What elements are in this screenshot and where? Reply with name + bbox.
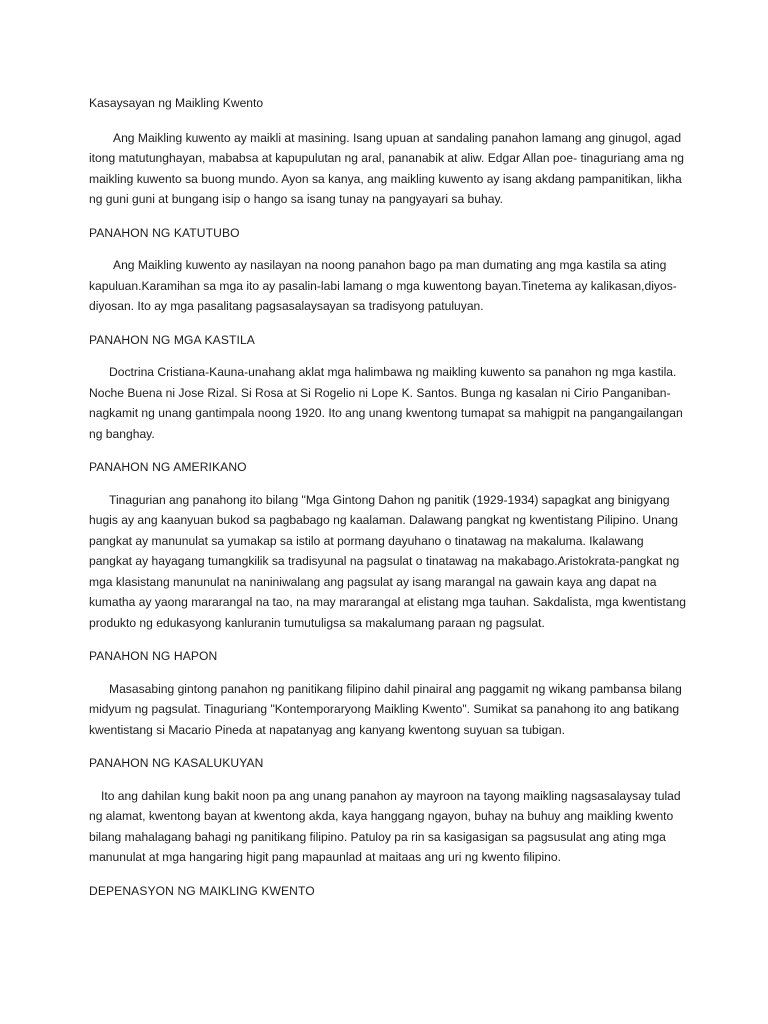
section-heading-kasalukuyan: PANAHON NG KASALUKUYAN xyxy=(89,756,264,770)
section-heading-katutubo: PANAHON NG KATUTUBO xyxy=(89,225,240,240)
document-title: Kasaysayan ng Maikling Kwento xyxy=(89,96,264,110)
section-heading-kastila: PANAHON NG MGA KASTILA xyxy=(89,332,255,347)
section-body-katutubo: Ang Maikling kuwento ay nasilayan na noong panahon bago pa man dumating ang mga kastila sa ating kapuluan.Karamihan sa mga ito ay pasalin-labi lamang o mga kuwentong bayan.Tinetema ay kalikasan,diyos-diyosan. Ito ay mga pasalitang pagsasalaysayan sa tradisyong patuluyan. xyxy=(89,258,677,313)
section-heading-depenasyon: DEPENASYON NG MAIKLING KWENTO xyxy=(89,883,315,898)
section-body-hapon: Masasabing gintong panahon ng panitikang filipino dahil pinairal ang paggamit ng wikang pambansa bilang midyum ng pagsulat. Tinaguriang "Kontemporaryong Maikling Kwento". Sumikat sa panahong ito ang batikang kwentistang si Macario Pineda at napatanyag ang kanyang kwentong suyuan sa tubigan. xyxy=(89,681,682,737)
section-body-kastila: Doctrina Cristiana-Kauna-unahang aklat mga halimbawa ng maikling kuwento sa panahon ng mga kastila. Noche Buena ni Jose Rizal. Si Rosa at Si Rogelio ni Lope K. Santos. Bunga ng kasalan ni Cirio Panganiban-nagkamit ng unang gantimpala noong 1920. Ito ang unang kwentong tumapat sa mahigpit na pangangailangan ng banghay. xyxy=(89,365,683,441)
intro-paragraph: Ang Maikling kuwento ay maikli at masining. Isang upuan at sandaling panahon lamang ang ginugol, agad itong matutunghayan, mababsa at kapupulutan ng aral, pananabik at aliw. Edgar Allan poe- tinaguriang ama ng maikling kuwento sa buong mundo. Ayon sa kanya, ang maikling kuwento ay isang akdang pampanitikan, likha ng guni guni at bungang isip o hango sa isang tunay na pangyayari sa buhay. xyxy=(89,130,685,206)
section-heading-hapon: PANAHON NG HAPON xyxy=(89,649,218,663)
section-heading-amerikano: PANAHON NG AMERIKANO xyxy=(89,460,247,474)
section-body-kasalukuyan: Ito ang dahilan kung bakit noon pa ang unang panahon ay mayroon na tayong maikling nagsasalaysay tulad ng alamat, kwentong bayan at kwentong akda, kaya hanggang ngayon, buhay na buhuy ang maikling kwento bilang mahalagang bahagi ng panitikang filipino. Patuloy pa rin sa kasigasigan sa pagsusulat ang ating mga manunulat at mga hangaring higit pang mapaunlad at maitaas ang uri ng kwento filipino. xyxy=(89,788,681,864)
section-body-amerikano: Tinagurian ang panahong ito bilang "Mga Gintong Dahon ng panitik (1929-1934) sapagkat ang binigyang hugis ay ang kaanyuan bukod sa pagbabago ng kaalaman. Dalawang pangkat ng kwentistang Pilipino. Unang pangkat ay manunulat sa yumakap sa istilo at pormang dayuhano o tinatawag na makaluma. Ikalawang pangkat ay hayagang tumangkilik sa tradisyunal na pagsulat o tinatawag na makabago.Aristokrata-pangkat ng mga klasistang manunulat na naniniwalang ang pagsulat ay isang marangal na gawain kaya ang dapat na kumatha ay yaong mararangal na tao, na may mararangal at elistang mga tauhan. Sakdalista, mga kwentistang produkto ng edukasyong kanluranin tumutuligsa sa makalumang paraan ng pagsulat. xyxy=(89,492,686,630)
